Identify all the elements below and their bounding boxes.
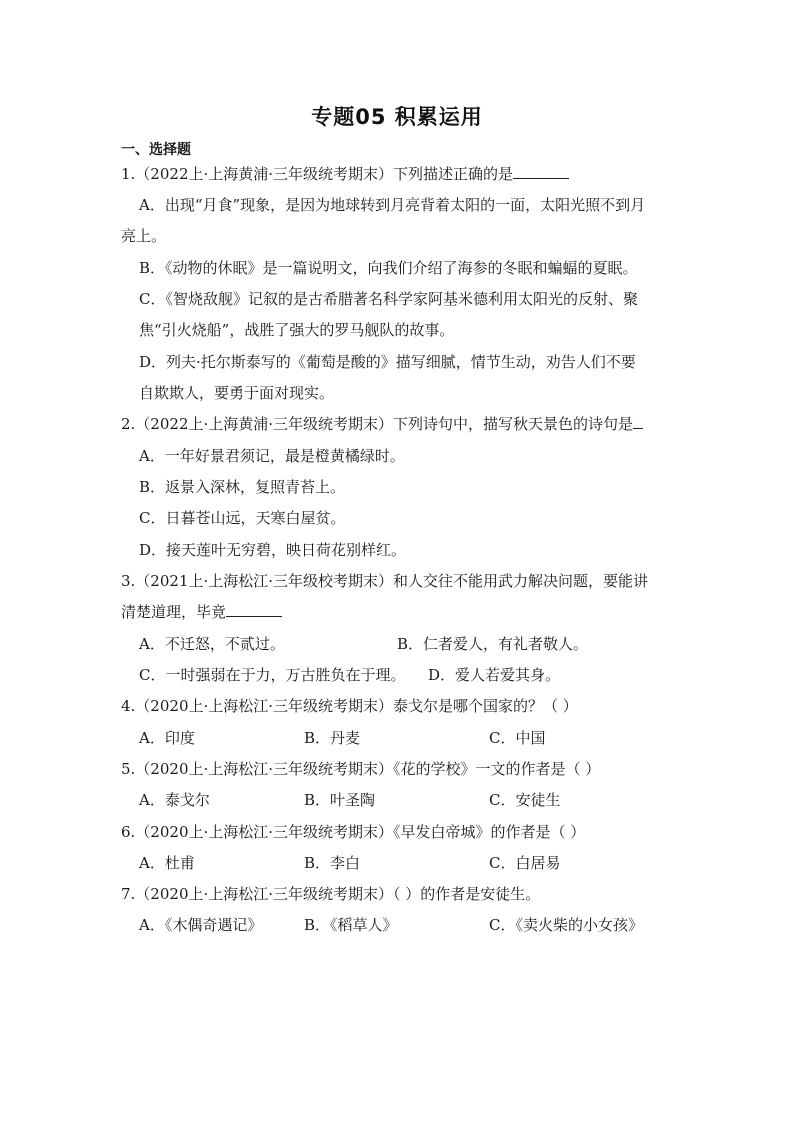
question-7-stem: 7.（2020上·上海松江·三年级统考期末）（ ）的作者是安徒生。 bbox=[121, 885, 541, 903]
q4-option-c: C．中国 bbox=[489, 729, 546, 747]
answer-blank bbox=[633, 414, 643, 429]
q7-option-b: B．《稻草人》 bbox=[304, 916, 398, 934]
q1-option-b: B．《动物的休眠》是一篇说明文，向我们介绍了海参的冬眠和蝙蝠的夏眠。 bbox=[139, 259, 638, 277]
question-3-stem: 3.（2021上·上海松江·三年级校考期末）和人交往不能用武力解决问题，要能讲 bbox=[121, 572, 649, 590]
q7-option-c: C．《卖火柴的小女孩》 bbox=[489, 916, 643, 934]
answer-blank bbox=[226, 602, 282, 617]
q5-option-a: A．泰戈尔 bbox=[139, 791, 210, 809]
q6-option-b: B．李白 bbox=[304, 854, 361, 872]
question-2-stem: 2.（2022上·上海黄浦·三年级统考期末）下列诗句中，描写秋天景色的诗句是 bbox=[121, 415, 634, 433]
q2-option-c: C．日暮苍山远，天寒白屋贫。 bbox=[139, 509, 346, 527]
section-heading: 一、选择题 bbox=[121, 142, 191, 158]
question-3-stem-cont-text: 清楚道理，毕竟 bbox=[121, 603, 227, 621]
question-2 bbox=[121, 414, 643, 434]
question-1 bbox=[121, 164, 569, 184]
q6-option-a: A．杜甫 bbox=[139, 854, 195, 872]
q1-option-a-cont: 亮上。 bbox=[121, 227, 167, 245]
page-title: 专题05 积累运用 bbox=[311, 105, 483, 129]
answer-blank bbox=[513, 164, 569, 179]
q5-option-c: C．安徒生 bbox=[489, 791, 561, 809]
question-1-stem: 1.（2022上·上海黄浦·三年级统考期末）下列描述正确的是 bbox=[121, 165, 514, 183]
q1-option-d-cont: 自欺欺人，要勇于面对现实。 bbox=[139, 384, 335, 402]
q1-option-d: D．列夫·托尔斯泰写的《葡萄是酸的》描写细腻，情节生动，劝告人们不要 bbox=[139, 353, 636, 371]
question-4-stem: 4.（2020上·上海松江·三年级统考期末）泰戈尔是哪个国家的？（ ） bbox=[121, 697, 578, 715]
q6-option-c: C．白居易 bbox=[489, 854, 561, 872]
q3-option-c: C．一时强弱在于力，万古胜负在于理。 bbox=[139, 666, 406, 684]
question-6-stem: 6.（2020上·上海松江·三年级统考期末）《早发白帝城》的作者是（ ） bbox=[121, 823, 586, 841]
q3-option-d: D．爱人若爱其身。 bbox=[428, 666, 561, 684]
question-5-stem: 5.（2020上·上海松江·三年级统考期末）《花的学校》一文的作者是（ ） bbox=[121, 760, 601, 778]
q7-option-a: A．《木偶奇遇记》 bbox=[139, 916, 263, 934]
q2-option-b: B．返景入深林，复照青苔上。 bbox=[139, 478, 346, 496]
q1-option-c: C．《智烧敌舰》记叙的是古希腊著名科学家阿基米德利用太阳光的反射、聚 bbox=[139, 290, 638, 308]
q2-option-a: A．一年好景君须记，最是橙黄橘绿时。 bbox=[139, 447, 405, 465]
q4-option-a: A．印度 bbox=[139, 729, 195, 747]
q1-option-c-cont: 焦“引火烧船”，战胜了强大的罗马舰队的故事。 bbox=[139, 321, 455, 339]
q2-option-d: D．接天莲叶无穷碧，映日荷花别样红。 bbox=[139, 541, 407, 559]
q5-option-b: B．叶圣陶 bbox=[304, 791, 376, 809]
q1-option-a: A．出现“月食”现象，是因为地球转到月亮背着太阳的一面，太阳光照不到月 bbox=[139, 196, 646, 214]
q4-option-b: B．丹麦 bbox=[304, 729, 361, 747]
question-3-stem-cont bbox=[121, 602, 282, 622]
q3-option-b: B．仁者爱人，有礼者敬人。 bbox=[397, 635, 589, 653]
q3-option-a: A．不迁怒，不贰过。 bbox=[139, 635, 285, 653]
